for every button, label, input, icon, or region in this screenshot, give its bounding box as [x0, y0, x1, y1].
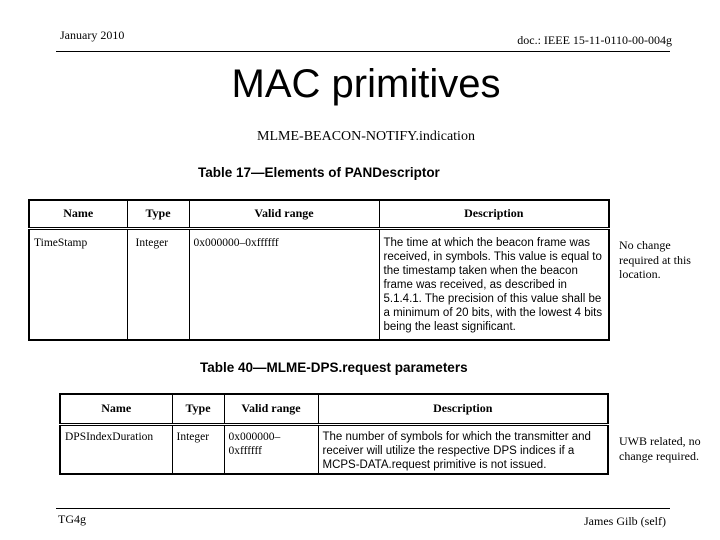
header-doc-id: doc.: IEEE 15-11-0110-00-004g	[517, 33, 672, 47]
table-header-row	[60, 394, 608, 424]
dps-request-table	[59, 393, 609, 475]
pandescriptor-table	[28, 199, 610, 341]
column-header-type: Type	[127, 200, 189, 228]
cell-description: The number of symbols for which the transmitter and receiver will utilize the respective DPS indices if a MCPS-DATA.request primitive is not issued.	[318, 424, 608, 474]
table-row	[29, 228, 609, 340]
table1-note: No change required at this location.	[619, 238, 691, 281]
table-header-row	[29, 200, 609, 228]
column-header-valid-range: Valid range	[189, 200, 379, 228]
column-header-name: Name	[101, 401, 132, 416]
slide-title: MAC primitives	[231, 62, 501, 106]
cell-name: TimeStamp	[29, 228, 127, 340]
cell-type: Integer	[127, 228, 189, 340]
cell-valid-range: 0x000000–0xffffff	[224, 424, 318, 474]
header-divider	[56, 51, 670, 52]
footer-divider	[56, 508, 670, 509]
table2-note: UWB related, no change required.	[619, 434, 701, 463]
cell-description: The time at which the beacon frame was received, in symbols. This value is equal to the timestamp taken when the beacon frame was received, as described in 5.1.4.1. The precision of this value shall be a minimum of 20 bits, with the lowest 4 bits being the least significant.	[379, 228, 609, 340]
cell-type: Integer	[172, 424, 224, 474]
column-header-valid-range: Valid range	[224, 394, 318, 424]
column-header-description: Description	[379, 200, 609, 228]
column-header-description: Description	[318, 394, 608, 424]
header-date: January 2010	[60, 28, 125, 42]
table2-caption: Table 40—MLME-DPS.request parameters	[200, 360, 468, 375]
footer-group: TG4g	[58, 512, 86, 526]
column-header-name: Name	[63, 206, 94, 221]
table1-caption: Table 17—Elements of PANDescriptor	[198, 165, 440, 180]
slide-subtitle: MLME-BEACON-NOTIFY.indication	[257, 129, 475, 144]
table-row	[60, 424, 608, 474]
footer-author: James Gilb (self)	[584, 514, 666, 528]
column-header-type: Type	[172, 394, 224, 424]
cell-name: DPSIndexDuration	[60, 424, 172, 474]
cell-valid-range: 0x000000–0xffffff	[189, 228, 379, 340]
